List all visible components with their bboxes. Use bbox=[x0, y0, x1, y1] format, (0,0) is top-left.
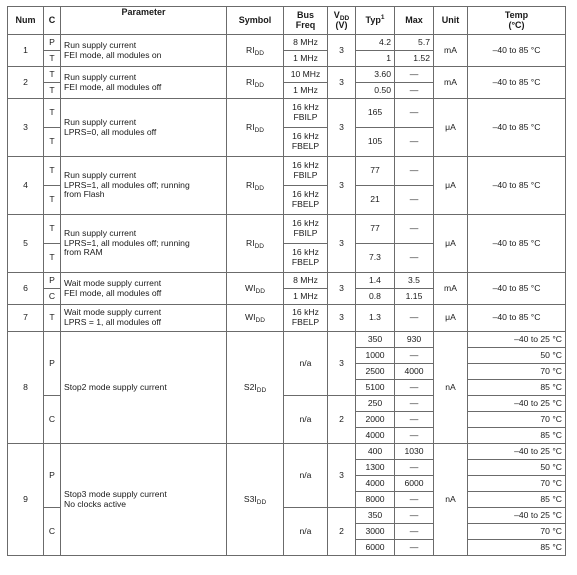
row-temp: 70 °C bbox=[468, 524, 566, 540]
row-temp: 85 °C bbox=[468, 540, 566, 556]
row-bus-freq: n/a bbox=[284, 396, 328, 444]
header-num: Num bbox=[8, 7, 44, 35]
header-row bbox=[8, 7, 566, 35]
header-vdd: $V_{DD}$ (V) bbox=[328, 7, 356, 35]
header-max: Max bbox=[395, 7, 434, 35]
row-class: C bbox=[44, 508, 61, 556]
row-max: — bbox=[395, 380, 434, 396]
row-typ: 250 bbox=[356, 396, 395, 412]
row-bus-freq: 1 MHz bbox=[284, 51, 328, 67]
row-typ: 4000 bbox=[356, 476, 395, 492]
row-vdd: 2 bbox=[328, 508, 356, 556]
row-max: — bbox=[395, 412, 434, 428]
row-num: 6 bbox=[8, 273, 44, 305]
table-row bbox=[8, 67, 566, 83]
row-class: T bbox=[44, 99, 61, 128]
row-class: T bbox=[44, 67, 61, 83]
row-class: P bbox=[44, 273, 61, 289]
row-num: 5 bbox=[8, 215, 44, 273]
row-bus-freq: 16 kHz FBELP bbox=[284, 186, 328, 215]
row-symbol: $RI_{DD}$ bbox=[227, 215, 284, 273]
row-parameter: Stop2 mode supply current bbox=[61, 332, 227, 444]
row-temp: –40 to 25 °C bbox=[468, 396, 566, 412]
row-max: — bbox=[395, 305, 434, 332]
row-class: T bbox=[44, 157, 61, 186]
row-typ: 2500 bbox=[356, 364, 395, 380]
row-typ: 8000 bbox=[356, 492, 395, 508]
row-class: C bbox=[44, 396, 61, 444]
row-typ: 3.60 bbox=[356, 67, 395, 83]
row-unit: μA bbox=[434, 305, 468, 332]
row-unit: μA bbox=[434, 99, 468, 157]
row-parameter: Stop3 mode supply current No clocks active bbox=[61, 444, 227, 556]
row-max: — bbox=[395, 186, 434, 215]
row-bus-freq: 16 kHz FBILP bbox=[284, 157, 328, 186]
row-typ: 0.50 bbox=[356, 83, 395, 99]
row-typ: 350 bbox=[356, 508, 395, 524]
row-max: 4000 bbox=[395, 364, 434, 380]
row-vdd: 2 bbox=[328, 396, 356, 444]
row-max: — bbox=[395, 348, 434, 364]
row-symbol: $RI_{DD}$ bbox=[227, 157, 284, 215]
row-vdd: 3 bbox=[328, 305, 356, 332]
row-temp: –40 to 25 °C bbox=[468, 332, 566, 348]
row-max: — bbox=[395, 215, 434, 244]
row-symbol: $S3I_{DD}$ bbox=[227, 444, 284, 556]
row-vdd: 3 bbox=[328, 273, 356, 305]
row-parameter: Run supply current LPRS=0, all modules off bbox=[61, 99, 227, 157]
row-vdd: 3 bbox=[328, 444, 356, 508]
header-temp: Temp (°C) bbox=[468, 7, 566, 35]
row-symbol: $RI_{DD}$ bbox=[227, 67, 284, 99]
row-parameter: Run supply current FEI mode, all modules off bbox=[61, 67, 227, 99]
row-parameter: Run supply current LPRS=1, all modules off; running from Flash bbox=[61, 157, 227, 215]
row-vdd: 3 bbox=[328, 215, 356, 273]
row-typ: 4.2 bbox=[356, 35, 395, 51]
row-max: — bbox=[395, 244, 434, 273]
row-class: T bbox=[44, 83, 61, 99]
row-bus-freq: n/a bbox=[284, 332, 328, 396]
row-typ: 21 bbox=[356, 186, 395, 215]
row-temp: 50 °C bbox=[468, 348, 566, 364]
row-typ: 400 bbox=[356, 444, 395, 460]
supply-current-table bbox=[7, 6, 566, 556]
row-bus-freq: n/a bbox=[284, 508, 328, 556]
row-max: 6000 bbox=[395, 476, 434, 492]
row-typ: 5100 bbox=[356, 380, 395, 396]
row-bus-freq: 8 MHz bbox=[284, 35, 328, 51]
row-parameter: Wait mode supply current LPRS = 1, all modules off bbox=[61, 305, 227, 332]
row-typ: 105 bbox=[356, 128, 395, 157]
header-unit: Unit bbox=[434, 7, 468, 35]
row-vdd: 3 bbox=[328, 99, 356, 157]
row-bus-freq: 10 MHz bbox=[284, 67, 328, 83]
row-vdd: 3 bbox=[328, 67, 356, 99]
row-symbol: $RI_{DD}$ bbox=[227, 35, 284, 67]
row-max: — bbox=[395, 508, 434, 524]
row-max: 3.5 bbox=[395, 273, 434, 289]
row-unit: μA bbox=[434, 215, 468, 273]
row-typ: 7.3 bbox=[356, 244, 395, 273]
row-max: 1030 bbox=[395, 444, 434, 460]
row-unit: mA bbox=[434, 67, 468, 99]
row-max: — bbox=[395, 83, 434, 99]
header-typ: Typ$^1$ bbox=[356, 7, 395, 35]
row-class: P bbox=[44, 332, 61, 396]
row-vdd: 3 bbox=[328, 332, 356, 396]
table-row bbox=[8, 99, 566, 128]
table-row bbox=[8, 273, 566, 289]
row-max: 5.7 bbox=[395, 35, 434, 51]
row-unit: mA bbox=[434, 273, 468, 305]
row-typ: 0.8 bbox=[356, 289, 395, 305]
row-max: — bbox=[395, 128, 434, 157]
row-temp: 85 °C bbox=[468, 380, 566, 396]
row-typ: 77 bbox=[356, 157, 395, 186]
row-class: T bbox=[44, 128, 61, 157]
row-num: 7 bbox=[8, 305, 44, 332]
row-typ: 6000 bbox=[356, 540, 395, 556]
row-bus-freq: 1 MHz bbox=[284, 289, 328, 305]
row-typ: 1300 bbox=[356, 460, 395, 476]
row-bus-freq: 16 kHz FBELP bbox=[284, 128, 328, 157]
row-class: P bbox=[44, 35, 61, 51]
row-temp: –40 to 85 °C bbox=[468, 157, 566, 215]
row-class: T bbox=[44, 51, 61, 67]
row-unit: nA bbox=[434, 332, 468, 444]
row-unit: nA bbox=[434, 444, 468, 556]
spec-table-wrapper bbox=[7, 6, 566, 556]
row-temp: –40 to 25 °C bbox=[468, 508, 566, 524]
row-max: — bbox=[395, 157, 434, 186]
row-temp: 70 °C bbox=[468, 412, 566, 428]
row-symbol: $RI_{DD}$ bbox=[227, 99, 284, 157]
row-class: T bbox=[44, 186, 61, 215]
row-typ: 77 bbox=[356, 215, 395, 244]
row-bus-freq: 16 kHz FBILP bbox=[284, 215, 328, 244]
row-temp: 85 °C bbox=[468, 492, 566, 508]
row-max: — bbox=[395, 540, 434, 556]
row-temp: 70 °C bbox=[468, 364, 566, 380]
row-temp: –40 to 85 °C bbox=[468, 99, 566, 157]
row-temp: –40 to 85 °C bbox=[468, 305, 566, 332]
table-row bbox=[8, 444, 566, 460]
row-max: — bbox=[395, 524, 434, 540]
row-symbol: $S2I_{DD}$ bbox=[227, 332, 284, 444]
row-typ: 2000 bbox=[356, 412, 395, 428]
row-num: 3 bbox=[8, 99, 44, 157]
row-num: 2 bbox=[8, 67, 44, 99]
row-typ: 1.3 bbox=[356, 305, 395, 332]
row-class: P bbox=[44, 444, 61, 508]
row-class: T bbox=[44, 244, 61, 273]
row-max: — bbox=[395, 492, 434, 508]
row-max: 1.15 bbox=[395, 289, 434, 305]
row-temp: –40 to 85 °C bbox=[468, 35, 566, 67]
row-num: 9 bbox=[8, 444, 44, 556]
header-bus-freq: Bus Freq bbox=[284, 7, 328, 35]
row-bus-freq: 16 kHz FBILP bbox=[284, 99, 328, 128]
row-class: C bbox=[44, 289, 61, 305]
row-max: — bbox=[395, 428, 434, 444]
table-row bbox=[8, 305, 566, 332]
row-max: — bbox=[395, 99, 434, 128]
row-class: T bbox=[44, 305, 61, 332]
row-typ: 350 bbox=[356, 332, 395, 348]
row-typ: 1000 bbox=[356, 348, 395, 364]
table-row bbox=[8, 332, 566, 348]
table-row bbox=[8, 35, 566, 51]
row-class: T bbox=[44, 215, 61, 244]
row-temp: –40 to 25 °C bbox=[468, 444, 566, 460]
header-parameter: Parameter bbox=[61, 7, 227, 35]
row-unit: mA bbox=[434, 35, 468, 67]
row-vdd: 3 bbox=[328, 35, 356, 67]
row-temp: 85 °C bbox=[468, 428, 566, 444]
row-bus-freq: n/a bbox=[284, 444, 328, 508]
row-bus-freq: 8 MHz bbox=[284, 273, 328, 289]
row-bus-freq: 1 MHz bbox=[284, 83, 328, 99]
row-typ: 4000 bbox=[356, 428, 395, 444]
row-symbol: $WI_{DD}$ bbox=[227, 305, 284, 332]
row-num: 1 bbox=[8, 35, 44, 67]
row-max: — bbox=[395, 67, 434, 83]
row-typ: 1 bbox=[356, 51, 395, 67]
row-temp: 50 °C bbox=[468, 460, 566, 476]
row-bus-freq: 16 kHz FBELP bbox=[284, 305, 328, 332]
table-row bbox=[8, 215, 566, 244]
row-symbol: $WI_{DD}$ bbox=[227, 273, 284, 305]
row-bus-freq: 16 kHz FBELP bbox=[284, 244, 328, 273]
row-typ: 1.4 bbox=[356, 273, 395, 289]
row-temp: –40 to 85 °C bbox=[468, 67, 566, 99]
row-parameter: Wait mode supply current FEI mode, all modules off bbox=[61, 273, 227, 305]
header-c: C bbox=[44, 7, 61, 35]
row-temp: 70 °C bbox=[468, 476, 566, 492]
header-symbol: Symbol bbox=[227, 7, 284, 35]
row-unit: μA bbox=[434, 157, 468, 215]
row-parameter: Run supply current FEI mode, all modules on bbox=[61, 35, 227, 67]
row-temp: –40 to 85 °C bbox=[468, 273, 566, 305]
row-temp: –40 to 85 °C bbox=[468, 215, 566, 273]
row-typ: 165 bbox=[356, 99, 395, 128]
table-row bbox=[8, 157, 566, 186]
row-typ: 3000 bbox=[356, 524, 395, 540]
row-num: 8 bbox=[8, 332, 44, 444]
row-max: 1.52 bbox=[395, 51, 434, 67]
row-max: — bbox=[395, 460, 434, 476]
row-max: 930 bbox=[395, 332, 434, 348]
row-num: 4 bbox=[8, 157, 44, 215]
row-vdd: 3 bbox=[328, 157, 356, 215]
row-max: — bbox=[395, 396, 434, 412]
row-parameter: Run supply current LPRS=1, all modules off; running from RAM bbox=[61, 215, 227, 273]
